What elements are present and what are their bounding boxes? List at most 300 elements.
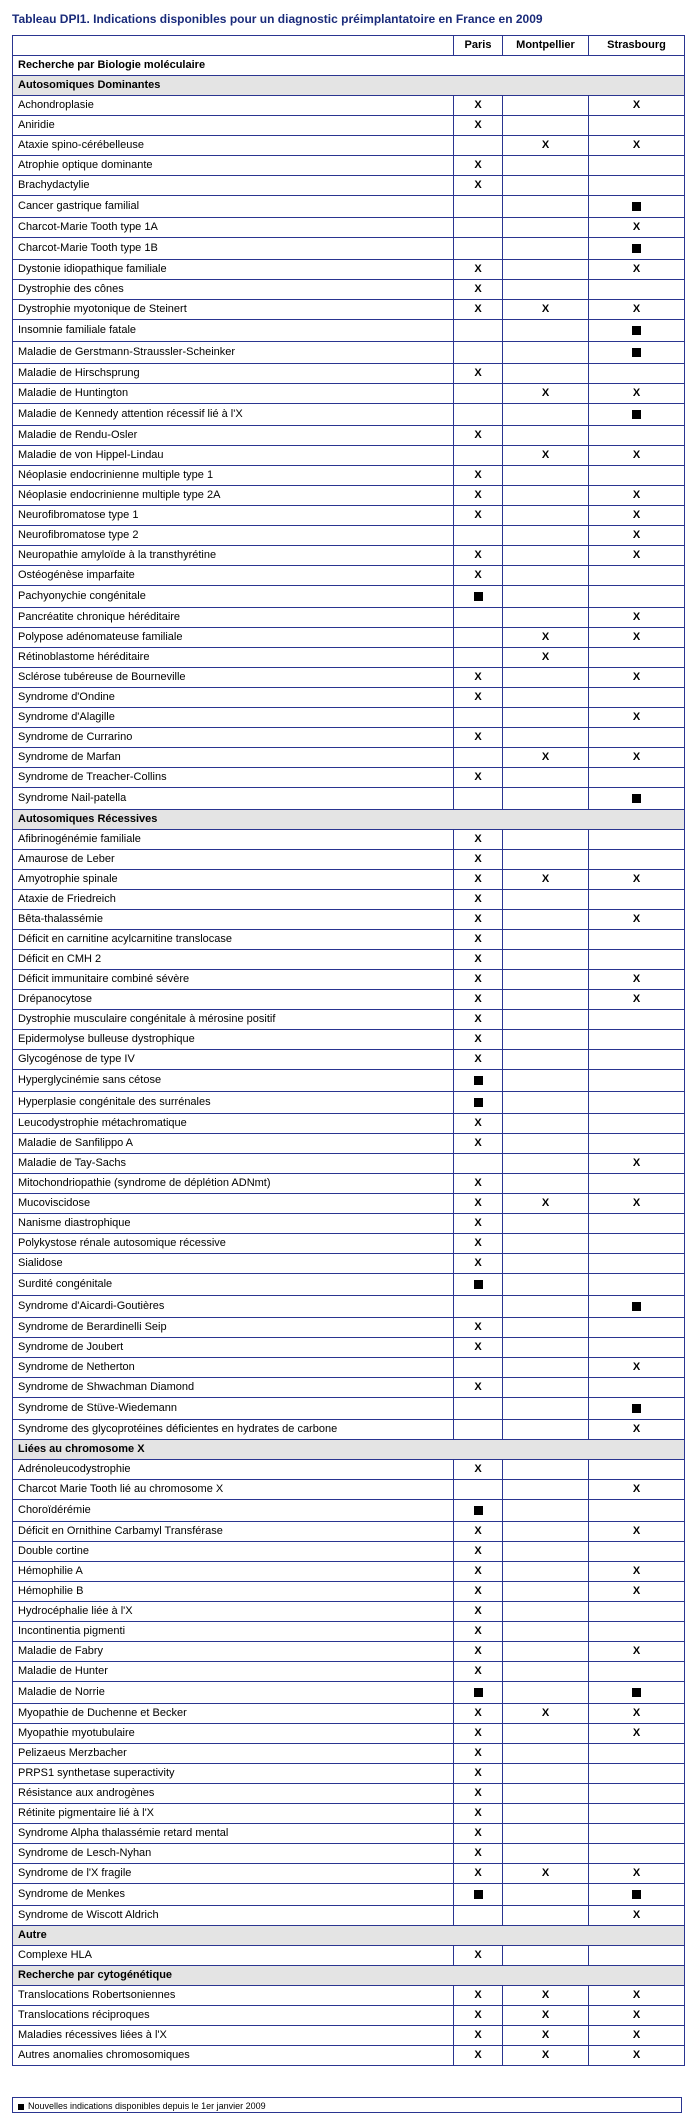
table-row	[13, 1194, 685, 1214]
section-label: Recherche par cytogénétique	[13, 1966, 685, 1986]
available-mark: X	[632, 1361, 641, 1373]
available-mark: X	[474, 771, 482, 783]
indication-label: Rétinite pigmentaire lié à l'X	[13, 1804, 454, 1824]
new-indication-marker-icon	[632, 1302, 641, 1311]
strasbourg-cell	[589, 1460, 685, 1480]
table-row	[13, 850, 685, 870]
indication-label: Amyotrophie spinale	[13, 870, 454, 890]
paris-cell	[454, 260, 503, 280]
strasbourg-cell	[589, 320, 685, 342]
paris-cell	[454, 990, 503, 1010]
strasbourg-cell	[589, 768, 685, 788]
table-row	[13, 506, 685, 526]
available-mark: X	[632, 303, 641, 315]
indication-label: Dystrophie musculaire congénitale à mérosine positif	[13, 1010, 454, 1030]
table-row	[13, 890, 685, 910]
montpellier-cell	[503, 1070, 589, 1092]
montpellier-cell	[503, 1420, 589, 1440]
table-row	[13, 1642, 685, 1662]
available-mark: X	[541, 1867, 550, 1879]
indication-label: Syndrome de Joubert	[13, 1338, 454, 1358]
strasbourg-cell	[589, 300, 685, 320]
strasbourg-cell	[589, 748, 685, 768]
available-mark: X	[632, 1483, 641, 1495]
paris-cell	[454, 156, 503, 176]
paris-cell	[454, 1582, 503, 1602]
strasbourg-cell	[589, 1214, 685, 1234]
section-header-row	[13, 56, 685, 76]
montpellier-cell	[503, 1724, 589, 1744]
indication-label: Polykystose rénale autosomique récessive	[13, 1234, 454, 1254]
paris-cell	[454, 1378, 503, 1398]
strasbourg-cell	[589, 728, 685, 748]
paris-cell	[454, 1682, 503, 1704]
montpellier-cell	[503, 768, 589, 788]
strasbourg-cell	[589, 546, 685, 566]
montpellier-cell	[503, 1622, 589, 1642]
indication-label: Ataxie spino-cérébelleuse	[13, 136, 454, 156]
strasbourg-cell	[589, 1906, 685, 1926]
indication-label: Charcot Marie Tooth lié au chromosome X	[13, 1480, 454, 1500]
strasbourg-cell	[589, 1764, 685, 1784]
paris-cell	[454, 1154, 503, 1174]
montpellier-cell	[503, 910, 589, 930]
paris-cell	[454, 1030, 503, 1050]
available-mark: X	[474, 1257, 482, 1269]
strasbourg-cell	[589, 1522, 685, 1542]
paris-cell	[454, 1602, 503, 1622]
available-mark: X	[474, 509, 482, 521]
table-row	[13, 96, 685, 116]
table-row	[13, 1522, 685, 1542]
strasbourg-cell	[589, 136, 685, 156]
montpellier-cell	[503, 950, 589, 970]
available-mark: X	[541, 2049, 550, 2061]
paris-cell	[454, 668, 503, 688]
table-row	[13, 342, 685, 364]
strasbourg-cell	[589, 1844, 685, 1864]
montpellier-cell	[503, 1296, 589, 1318]
strasbourg-cell	[589, 850, 685, 870]
paris-cell	[454, 466, 503, 486]
table-row	[13, 830, 685, 850]
table-row	[13, 136, 685, 156]
available-mark: X	[474, 1747, 482, 1759]
strasbourg-cell	[589, 1864, 685, 1884]
table-row	[13, 648, 685, 668]
available-mark: X	[474, 973, 482, 985]
table-row	[13, 788, 685, 810]
indication-label: Surdité congénitale	[13, 1274, 454, 1296]
available-mark: X	[474, 119, 482, 131]
indication-label: Aniridie	[13, 116, 454, 136]
indication-label: Maladies récessives liées à l'X	[13, 2026, 454, 2046]
table-caption: Tableau DPI1. Indications disponibles pour un diagnostic préimplantatoire en France en 2009	[12, 12, 543, 26]
available-mark: X	[474, 1525, 482, 1537]
strasbourg-cell	[589, 1296, 685, 1318]
available-mark: X	[632, 529, 641, 541]
indication-label: Brachydactylie	[13, 176, 454, 196]
available-mark: X	[632, 2029, 641, 2041]
strasbourg-cell	[589, 1274, 685, 1296]
strasbourg-cell	[589, 830, 685, 850]
montpellier-cell	[503, 218, 589, 238]
available-mark: X	[474, 1989, 482, 2001]
table-row	[13, 364, 685, 384]
indication-label: Myopathie myotubulaire	[13, 1724, 454, 1744]
available-mark: X	[474, 549, 482, 561]
indication-label: Déficit en Ornithine Carbamyl Transférase	[13, 1522, 454, 1542]
available-mark: X	[474, 2049, 482, 2061]
header-strasbourg: Strasbourg	[589, 36, 685, 56]
new-indication-marker-icon	[474, 592, 483, 601]
montpellier-cell	[503, 1824, 589, 1844]
available-mark: X	[474, 953, 482, 965]
header-row	[13, 36, 685, 56]
strasbourg-cell	[589, 238, 685, 260]
available-mark: X	[474, 569, 482, 581]
paris-cell	[454, 426, 503, 446]
montpellier-cell	[503, 1884, 589, 1906]
paris-cell	[454, 830, 503, 850]
paris-cell	[454, 1010, 503, 1030]
available-mark: X	[632, 631, 641, 643]
montpellier-cell	[503, 1704, 589, 1724]
montpellier-cell	[503, 708, 589, 728]
strasbourg-cell	[589, 176, 685, 196]
paris-cell	[454, 748, 503, 768]
indication-label: Cancer gastrique familial	[13, 196, 454, 218]
available-mark: X	[474, 1827, 482, 1839]
paris-cell	[454, 1946, 503, 1966]
table-row	[13, 1420, 685, 1440]
montpellier-cell	[503, 628, 589, 648]
indication-label: Syndrome d'Aicardi-Goutières	[13, 1296, 454, 1318]
table-row	[13, 930, 685, 950]
available-mark: X	[541, 139, 550, 151]
available-mark: X	[474, 893, 482, 905]
footnote	[12, 2097, 682, 2113]
section-label: Liées au chromosome X	[13, 1440, 685, 1460]
available-mark: X	[632, 1989, 641, 2001]
table-row	[13, 1622, 685, 1642]
table-row	[13, 1338, 685, 1358]
strasbourg-cell	[589, 1582, 685, 1602]
strasbourg-cell	[589, 788, 685, 810]
available-mark: X	[474, 1645, 482, 1657]
available-mark: X	[474, 1867, 482, 1879]
paris-cell	[454, 1194, 503, 1214]
montpellier-cell	[503, 546, 589, 566]
montpellier-cell	[503, 586, 589, 608]
table-row	[13, 1582, 685, 1602]
strasbourg-cell	[589, 1884, 685, 1906]
indication-label: Hyperplasie congénitale des surrénales	[13, 1092, 454, 1114]
available-mark: X	[474, 853, 482, 865]
new-indication-marker-icon	[632, 348, 641, 357]
strasbourg-cell	[589, 628, 685, 648]
montpellier-cell	[503, 970, 589, 990]
available-mark: X	[632, 711, 641, 723]
strasbourg-cell	[589, 1784, 685, 1804]
montpellier-cell	[503, 788, 589, 810]
paris-cell	[454, 1986, 503, 2006]
strasbourg-cell	[589, 1114, 685, 1134]
strasbourg-cell	[589, 1070, 685, 1092]
available-mark: X	[632, 1585, 641, 1597]
montpellier-cell	[503, 1682, 589, 1704]
available-mark: X	[632, 671, 641, 683]
paris-cell	[454, 910, 503, 930]
available-mark: X	[632, 387, 641, 399]
strasbourg-cell	[589, 116, 685, 136]
montpellier-cell	[503, 1134, 589, 1154]
montpellier-cell	[503, 1480, 589, 1500]
table-row	[13, 426, 685, 446]
montpellier-cell	[503, 1804, 589, 1824]
available-mark: X	[474, 1053, 482, 1065]
paris-cell	[454, 2026, 503, 2046]
strasbourg-cell	[589, 404, 685, 426]
available-mark: X	[632, 611, 641, 623]
strasbourg-cell	[589, 1030, 685, 1050]
montpellier-cell	[503, 1500, 589, 1522]
indication-label: Ataxie de Friedreich	[13, 890, 454, 910]
available-mark: X	[632, 489, 641, 501]
paris-cell	[454, 628, 503, 648]
table-row	[13, 1824, 685, 1844]
table-row	[13, 628, 685, 648]
available-mark: X	[474, 1949, 482, 1961]
strasbourg-cell	[589, 1378, 685, 1398]
paris-cell	[454, 1460, 503, 1480]
available-mark: X	[632, 873, 641, 885]
paris-cell	[454, 486, 503, 506]
available-mark: X	[474, 1565, 482, 1577]
indication-label: Hémophilie B	[13, 1582, 454, 1602]
available-mark: X	[474, 833, 482, 845]
available-mark: X	[474, 179, 482, 191]
strasbourg-cell	[589, 1092, 685, 1114]
indication-label: Drépanocytose	[13, 990, 454, 1010]
available-mark: X	[474, 1807, 482, 1819]
available-mark: X	[474, 1707, 482, 1719]
strasbourg-cell	[589, 1946, 685, 1966]
montpellier-cell	[503, 1194, 589, 1214]
strasbourg-cell	[589, 950, 685, 970]
available-mark: X	[474, 731, 482, 743]
paris-cell	[454, 768, 503, 788]
paris-cell	[454, 1744, 503, 1764]
indication-label: Déficit en CMH 2	[13, 950, 454, 970]
montpellier-cell	[503, 1154, 589, 1174]
available-mark: X	[632, 549, 641, 561]
strasbourg-cell	[589, 1662, 685, 1682]
montpellier-cell	[503, 1844, 589, 1864]
available-mark: X	[632, 263, 641, 275]
available-mark: X	[541, 873, 550, 885]
montpellier-cell	[503, 566, 589, 586]
indication-label: Hyperglycinémie sans cétose	[13, 1070, 454, 1092]
montpellier-cell	[503, 1030, 589, 1050]
indication-label: Insomnie familiale fatale	[13, 320, 454, 342]
paris-cell	[454, 1398, 503, 1420]
strasbourg-cell	[589, 688, 685, 708]
indication-label: Maladie de Rendu-Osler	[13, 426, 454, 446]
indication-label: Syndrome de l'X fragile	[13, 1864, 454, 1884]
paris-cell	[454, 1234, 503, 1254]
montpellier-cell	[503, 384, 589, 404]
available-mark: X	[632, 139, 641, 151]
table-row	[13, 1864, 685, 1884]
available-mark: X	[474, 1463, 482, 1475]
table-row	[13, 176, 685, 196]
table-row	[13, 404, 685, 426]
montpellier-cell	[503, 1274, 589, 1296]
paris-cell	[454, 1542, 503, 1562]
available-mark: X	[474, 99, 482, 111]
indication-label: Syndrome de Marfan	[13, 748, 454, 768]
table-row	[13, 1602, 685, 1622]
available-mark: X	[474, 1545, 482, 1557]
strasbourg-cell	[589, 486, 685, 506]
available-mark: X	[474, 1033, 482, 1045]
indication-label: Syndrome d'Alagille	[13, 708, 454, 728]
montpellier-cell	[503, 608, 589, 628]
paris-cell	[454, 1480, 503, 1500]
indication-label: Syndrome de Stüve-Wiedemann	[13, 1398, 454, 1420]
available-mark: X	[474, 873, 482, 885]
strasbourg-cell	[589, 648, 685, 668]
montpellier-cell	[503, 1784, 589, 1804]
available-mark: X	[474, 2009, 482, 2021]
montpellier-cell	[503, 1338, 589, 1358]
strasbourg-cell	[589, 466, 685, 486]
table-row	[13, 300, 685, 320]
paris-cell	[454, 870, 503, 890]
paris-cell	[454, 1724, 503, 1744]
strasbourg-cell	[589, 1744, 685, 1764]
table-row	[13, 950, 685, 970]
montpellier-cell	[503, 96, 589, 116]
available-mark: X	[541, 651, 550, 663]
indication-label: Mitochondriopathie (syndrome de déplétion ADNmt)	[13, 1174, 454, 1194]
available-mark: X	[632, 993, 641, 1005]
montpellier-cell	[503, 196, 589, 218]
table-row	[13, 1704, 685, 1724]
strasbourg-cell	[589, 890, 685, 910]
montpellier-cell	[503, 342, 589, 364]
strasbourg-cell	[589, 1824, 685, 1844]
new-indication-marker-icon	[474, 1890, 483, 1899]
table-row	[13, 1114, 685, 1134]
table-row	[13, 1764, 685, 1784]
strasbourg-cell	[589, 1174, 685, 1194]
table-row	[13, 1480, 685, 1500]
paris-cell	[454, 1358, 503, 1378]
paris-cell	[454, 970, 503, 990]
available-mark: X	[474, 1341, 482, 1353]
paris-cell	[454, 1562, 503, 1582]
strasbourg-cell	[589, 384, 685, 404]
strasbourg-cell	[589, 1154, 685, 1174]
table-row	[13, 2046, 685, 2066]
strasbourg-cell	[589, 930, 685, 950]
strasbourg-cell	[589, 668, 685, 688]
table-row	[13, 1884, 685, 1906]
strasbourg-cell	[589, 708, 685, 728]
strasbourg-cell	[589, 156, 685, 176]
paris-cell	[454, 300, 503, 320]
montpellier-cell	[503, 1254, 589, 1274]
table-row	[13, 1500, 685, 1522]
montpellier-cell	[503, 1542, 589, 1562]
montpellier-cell	[503, 1318, 589, 1338]
section-label: Autosomiques Dominantes	[13, 76, 685, 96]
table-row	[13, 748, 685, 768]
strasbourg-cell	[589, 2046, 685, 2066]
paris-cell	[454, 1844, 503, 1864]
montpellier-cell	[503, 1662, 589, 1682]
indication-label: Syndrome des glycoprotéines déficientes en hydrates de carbone	[13, 1420, 454, 1440]
strasbourg-cell	[589, 910, 685, 930]
indication-label: Néoplasie endocrinienne multiple type 2A	[13, 486, 454, 506]
indication-label: Maladie de Sanfilippo A	[13, 1134, 454, 1154]
strasbourg-cell	[589, 280, 685, 300]
paris-cell	[454, 446, 503, 466]
available-mark: X	[541, 1707, 550, 1719]
table-row	[13, 1662, 685, 1682]
montpellier-cell	[503, 1946, 589, 1966]
table-row	[13, 2006, 685, 2026]
table-row	[13, 1378, 685, 1398]
subsection-header-row	[13, 1966, 685, 1986]
new-indication-marker-icon	[474, 1280, 483, 1289]
strasbourg-cell	[589, 260, 685, 280]
table-row	[13, 1562, 685, 1582]
paris-cell	[454, 1642, 503, 1662]
indication-label: Syndrome de Lesch-Nyhan	[13, 1844, 454, 1864]
indication-label: Adrénoleucodystrophie	[13, 1460, 454, 1480]
available-mark: X	[474, 1177, 482, 1189]
paris-cell	[454, 2006, 503, 2026]
montpellier-cell	[503, 1764, 589, 1784]
table-row	[13, 688, 685, 708]
table-row	[13, 218, 685, 238]
available-mark: X	[474, 1321, 482, 1333]
montpellier-cell	[503, 1460, 589, 1480]
strasbourg-cell	[589, 2006, 685, 2026]
strasbourg-cell	[589, 426, 685, 446]
strasbourg-cell	[589, 1420, 685, 1440]
montpellier-cell	[503, 930, 589, 950]
paris-cell	[454, 1318, 503, 1338]
indication-label: Pancréatite chronique héréditaire	[13, 608, 454, 628]
indication-label: Pelizaeus Merzbacher	[13, 1744, 454, 1764]
paris-cell	[454, 850, 503, 870]
montpellier-cell	[503, 176, 589, 196]
table-row	[13, 1050, 685, 1070]
available-mark: X	[474, 263, 482, 275]
montpellier-cell	[503, 2006, 589, 2026]
new-indication-marker-icon	[474, 1688, 483, 1697]
strasbourg-cell	[589, 1542, 685, 1562]
indication-label: Epidermolyse bulleuse dystrophique	[13, 1030, 454, 1050]
strasbourg-cell	[589, 96, 685, 116]
indication-label: Syndrome de Shwachman Diamond	[13, 1378, 454, 1398]
available-mark: X	[632, 1645, 641, 1657]
strasbourg-cell	[589, 1622, 685, 1642]
